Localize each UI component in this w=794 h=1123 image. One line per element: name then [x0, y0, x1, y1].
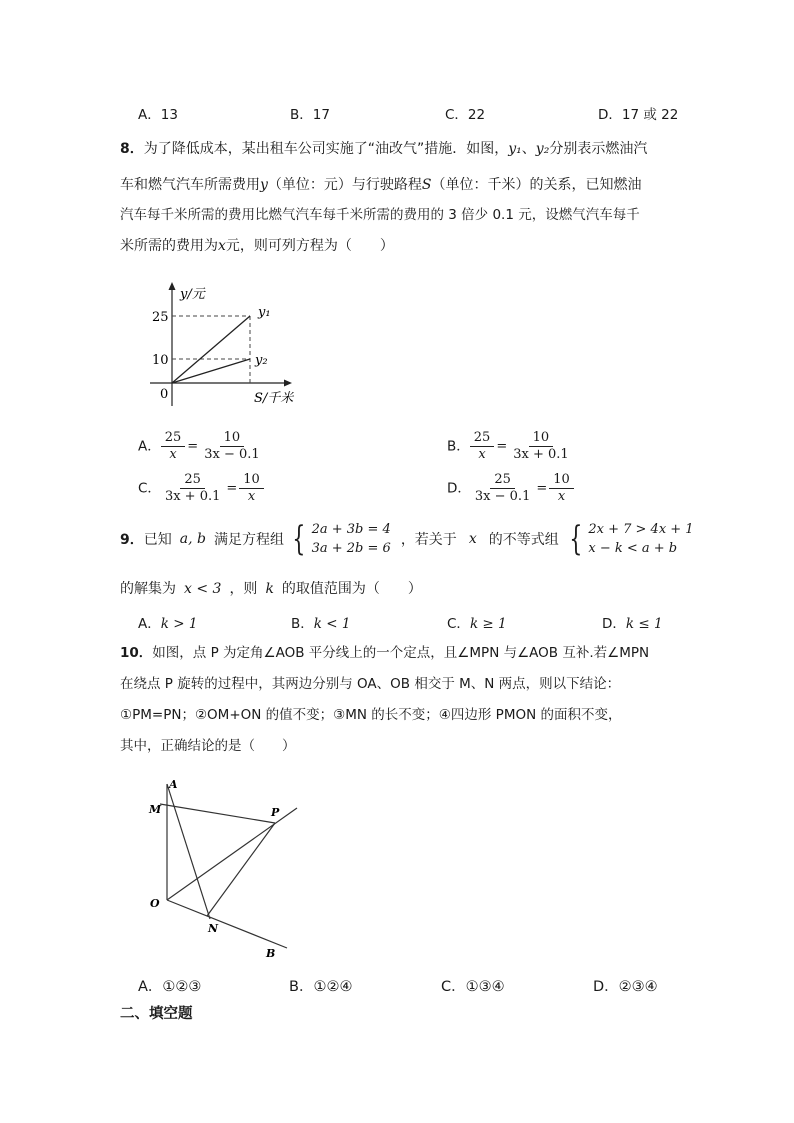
frac-num: 10 — [529, 430, 554, 447]
system-rows — [312, 520, 391, 558]
q8-text-1a: 为了降低成本，某出租车公司实施了“油改气”措施．如图， — [143, 141, 509, 157]
q10-line-3: ①PM=PN；②OM+ON 的值不变；③MN 的长不变；④四边形 PMON 的面积不变， — [120, 707, 622, 723]
system-row: 2a + 3b = 4 — [311, 522, 391, 537]
label-N: N — [208, 922, 219, 935]
frac — [471, 472, 534, 505]
q8-sep: 、 — [521, 141, 536, 157]
brace-icon: { — [292, 519, 306, 559]
q8-text-4b: 元，则可列方程为（ ） — [225, 238, 394, 254]
q9-text-3: ，若关于 — [400, 532, 457, 548]
label-B: B — [266, 947, 276, 960]
q9-var-k: k — [265, 581, 274, 597]
frac-num: 25 — [490, 472, 515, 489]
q9-text-2: 满足方程组 — [213, 532, 284, 548]
label-M: M — [149, 803, 162, 816]
q9-option-a-label: A． — [138, 616, 161, 632]
q8-option-c — [138, 472, 264, 505]
q8-line-1 — [120, 139, 647, 159]
q9-text-2c: 的取值范围为（ ） — [281, 581, 422, 597]
x-axis-label: S/千米 — [254, 391, 294, 406]
equals: = — [226, 481, 238, 496]
q7-option-c: C．22 — [445, 107, 486, 123]
frac-den: x — [557, 489, 566, 504]
segment-PN — [207, 823, 275, 916]
frac-den: 3x − 0.1 — [204, 447, 260, 462]
ray-OB — [167, 900, 287, 948]
q10-option-d: D．②③④ — [593, 979, 658, 995]
frac-den: x — [478, 447, 486, 462]
label-P: P — [271, 806, 280, 819]
frac-den: x — [247, 489, 256, 504]
q8-option-d — [447, 472, 574, 505]
q8-var-y: y — [260, 177, 268, 193]
frac — [549, 472, 574, 505]
q9-option-d-math: k ≤ 1 — [625, 616, 663, 632]
frac-den: x — [169, 447, 177, 462]
label-y2: y₂ — [255, 353, 268, 368]
line-y1 — [172, 316, 250, 383]
q9-option-d-label: D． — [602, 616, 626, 632]
q8-option-b-label: B． — [447, 438, 470, 455]
frac — [161, 472, 224, 505]
q9-system-2 — [565, 520, 694, 558]
q9-option-c-label: C． — [447, 616, 470, 632]
bisector-OP — [167, 808, 297, 900]
q8-text-4a: 米所需的费用为 — [120, 238, 218, 254]
segment-AN — [167, 784, 210, 919]
q9-option-c — [447, 612, 507, 632]
q8-cost-graph — [140, 278, 320, 413]
q9-text-4: 的不等式组 — [488, 532, 559, 548]
q7-option-d: D．17 或 22 — [598, 107, 679, 123]
frac-num: 25 — [161, 430, 186, 447]
frac-num: 10 — [239, 472, 264, 489]
q10-line-4: 其中，正确结论的是（ ） — [120, 738, 296, 754]
q9-option-b-label: B． — [291, 616, 314, 632]
q8-line-2 — [120, 175, 642, 195]
q8-line-3: 汽车每千米所需的费用比燃气汽车每千米所需的费用的 3 倍少 0.1 元，设燃气汽车每千 — [120, 207, 640, 223]
q8-option-a-label: A． — [138, 438, 161, 455]
frac-den: 3x − 0.1 — [474, 489, 531, 504]
q8-number: 8． — [120, 141, 144, 157]
q8-option-d-label: D． — [447, 480, 471, 497]
q10-option-b: B．①②④ — [289, 979, 353, 995]
q8-option-c-label: C． — [138, 480, 161, 497]
q10-angle-figure — [140, 772, 310, 962]
frac — [200, 430, 263, 463]
q9-var-x: x — [468, 531, 477, 547]
q8-var-s: S — [421, 177, 432, 193]
frac-den: 3x + 0.1 — [164, 489, 221, 504]
frac — [509, 430, 572, 463]
frac — [161, 430, 186, 463]
q8-text-1b: 分别表示燃油汽 — [549, 141, 648, 157]
q9-system-1 — [288, 520, 391, 558]
q8-text-2a: 车和燃气汽车所需费用 — [120, 177, 260, 193]
q9-text-1: 已知 — [143, 532, 172, 548]
frac-num: 10 — [220, 430, 245, 447]
origin-label: 0 — [160, 387, 169, 402]
frac — [239, 472, 264, 505]
system-row: 3a + 2b = 6 — [311, 541, 391, 556]
equals: = — [536, 481, 548, 496]
q10-option-c: C．①③④ — [441, 979, 505, 995]
q10-option-a: A．①②③ — [138, 979, 202, 995]
tick-10: 10 — [152, 353, 169, 368]
q9-text-2b: ，则 — [229, 581, 258, 597]
q10-text-1: 如图，点 P 为定角∠AOB 平分线上的一个定点，且∠MPN 与∠AOB 互补.若∠MPN — [152, 645, 650, 661]
segment-MP — [160, 804, 275, 823]
q10-line-1 — [120, 643, 649, 663]
q10-number: 10． — [120, 645, 153, 661]
equals: = — [496, 439, 508, 454]
frac-num: 10 — [549, 472, 574, 489]
q8-line-4 — [120, 236, 394, 256]
system-rows — [588, 520, 693, 558]
q9-option-a — [138, 612, 197, 632]
line-y2 — [172, 359, 250, 383]
q8-text-2c: （单位：千米）的关系，已知燃油 — [431, 177, 642, 193]
label-O: O — [150, 897, 160, 910]
q8-text-2b: （单位：元）与行驶路程 — [267, 177, 422, 193]
q9-option-b — [291, 612, 350, 632]
system-row: x − k < a + b — [588, 541, 678, 556]
system-row: 2x + 7 > 4x + 1 — [588, 522, 694, 537]
q9-option-b-math: k < 1 — [313, 616, 351, 632]
q9-condition: x < 3 — [184, 581, 222, 597]
brace-icon: { — [569, 519, 583, 559]
q7-option-a: A．13 — [138, 107, 178, 123]
q9-var-ab: a, b — [179, 531, 206, 547]
q8-var-x: x — [218, 238, 226, 254]
q8-y2: y₂ — [535, 141, 550, 157]
frac-num: 25 — [180, 472, 205, 489]
q9-line-1 — [120, 520, 694, 558]
tick-25: 25 — [152, 310, 169, 325]
label-A: A — [169, 778, 178, 791]
q8-option-b — [447, 430, 573, 463]
frac-num: 25 — [470, 430, 495, 447]
q9-option-d — [602, 612, 663, 632]
section-heading: 二、填空题 — [120, 1006, 193, 1022]
q9-option-c-math: k ≥ 1 — [469, 616, 507, 632]
q9-option-a-math: k > 1 — [160, 616, 198, 632]
q8-option-a — [138, 430, 264, 463]
q9-number: 9． — [120, 532, 144, 548]
q7-option-b: B．17 — [290, 107, 330, 123]
y-axis-label: y/元 — [180, 287, 205, 302]
label-y1: y₁ — [258, 305, 271, 320]
equals: = — [187, 439, 199, 454]
q9-text-2a: 的解集为 — [120, 581, 176, 597]
frac-den: 3x + 0.1 — [513, 447, 569, 462]
q8-y1: y₁ — [508, 141, 522, 157]
frac — [470, 430, 495, 463]
q9-line-2 — [120, 579, 422, 599]
y-axis-arrow-icon — [169, 282, 176, 290]
x-axis-arrow-icon — [284, 380, 292, 387]
q10-line-2: 在绕点 P 旋转的过程中，其两边分别与 OA、OB 相交于 M、N 两点，则以下结论： — [120, 676, 621, 692]
